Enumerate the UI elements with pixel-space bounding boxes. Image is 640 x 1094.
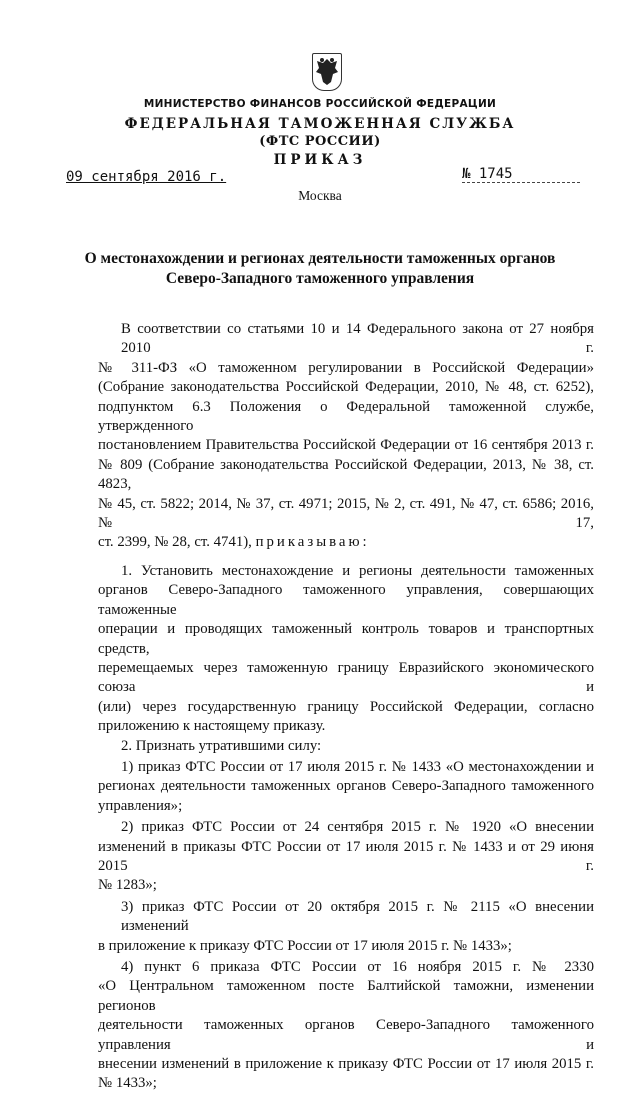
- ministry-name: МИНИСТЕРСТВО ФИНАНСОВ РОССИЙСКОЙ ФЕДЕРАЦИИ: [143, 98, 497, 110]
- document-body: [98, 320, 594, 1094]
- body-line: 2. Признать утратившими силу:: [121, 737, 322, 754]
- body-line: в приложение к приказу ФТС России от 17 июля 2015 г. № 1433»;: [98, 937, 512, 954]
- order-date: 09 сентября 2016 г.: [66, 169, 227, 185]
- body-line: «О Центральном таможенном посте Балтийской таможни, изменении регионов: [98, 978, 594, 1014]
- body-line: 3) приказ ФТС России от 20 октября 2015 г. № 2115 «О внесении изменений: [121, 898, 594, 935]
- service-name: ФЕДЕРАЛЬНАЯ ТАМОЖЕННАЯ СЛУЖБА: [124, 116, 516, 132]
- body-line: постановлением Правительства Российской Федерации от 16 сентября 2013 г.: [98, 437, 594, 454]
- body-line: 1. Установить местонахождение и регионы деятельности таможенных: [121, 562, 594, 579]
- body-line: 2) приказ ФТС России от 24 сентября 2015 г. № 1920 «О внесении: [121, 819, 594, 836]
- body-line-text: ст. 2399, № 28, ст. 4741),: [98, 534, 252, 551]
- body-line: перемещаемых через таможенную границу Евразийского экономического союза и: [98, 659, 594, 696]
- emblem: [312, 53, 342, 91]
- body-line: 1) приказ ФТС России от 17 июля 2015 г. № 1433 «О местонахождении и: [121, 758, 594, 775]
- order-word: приказываю:: [255, 534, 370, 551]
- document-type: ПРИКАЗ: [273, 152, 367, 168]
- body-line: (Собрание законодательства Российской Федерации, 2010, № 48, ст. 6252),: [98, 379, 594, 396]
- body-line: подпунктом 6.3 Положения о Федеральной таможенной службе, утвержденного: [98, 398, 594, 435]
- body-line: операции и проводящих таможенный контроль товаров и транспортных средств,: [98, 621, 594, 657]
- body-line: деятельности таможенных органов Северо-Западного таможенного управления и: [98, 1017, 594, 1053]
- body-line: органов Северо-Западного таможенного управления, совершающих таможенные: [98, 582, 594, 618]
- body-line: управления»;: [98, 797, 183, 814]
- body-line: внесении изменений в приложение к приказу ФТС России от 17 июля 2015 г.: [98, 1056, 594, 1073]
- body-line: № 1283»;: [98, 877, 157, 894]
- body-line: изменений в приказы ФТС России от 17 июля 2015 г. № 1433 и от 29 июня 2015 г.: [98, 838, 594, 874]
- body-line: № 311-ФЗ «О таможенном регулировании в Российской Федерации»: [98, 359, 594, 376]
- body-line: № 809 (Собрание законодательства Российской Федерации, 2013, № 38, ст. 4823,: [98, 456, 594, 493]
- document-title-line-2: Северо-Западного таможенного управления: [165, 270, 475, 287]
- body-line: № 45, ст. 5822; 2014, № 37, ст. 4971; 2015, № 2, ст. 491, № 47, ст. 6586; 2016, № 17,: [98, 495, 594, 532]
- document-title-line-1: О местонахождении и регионах деятельности таможенных органов: [84, 250, 556, 267]
- order-number: № 1745: [462, 166, 580, 183]
- body-line: [98, 533, 594, 552]
- body-line: В соответствии со статьями 10 и 14 Федерального закона от 27 ноября 2010 г.: [121, 321, 594, 357]
- body-line: 4) пункт 6 приказа ФТС России от 16 ноября 2015 г. № 2330: [121, 959, 594, 975]
- body-line: приложению к настоящему приказу.: [98, 718, 326, 735]
- body-line: (или) через государственную границу Российской Федерации, согласно: [98, 698, 594, 715]
- service-abbreviation: (ФТС РОССИИ): [259, 134, 381, 149]
- body-line: регионах деятельности таможенных органов Северо-Западного таможенного: [98, 778, 594, 795]
- body-line: № 1433»;: [98, 1075, 157, 1092]
- coat-of-arms-icon: [313, 54, 341, 90]
- city: Москва: [298, 188, 342, 203]
